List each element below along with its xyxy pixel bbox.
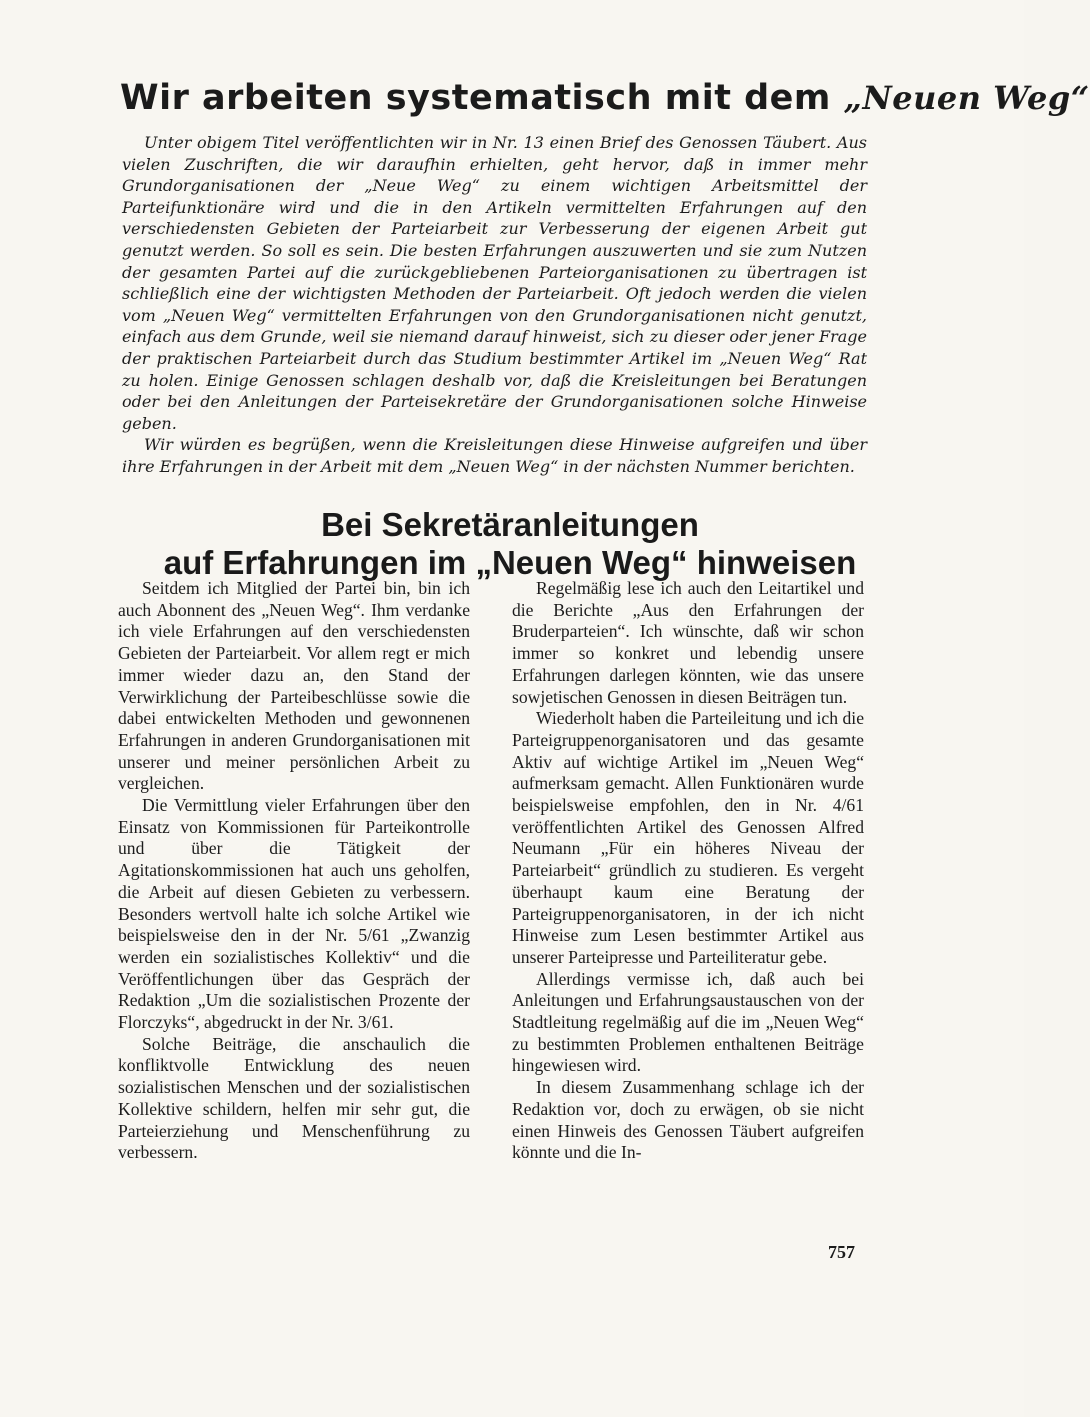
page-number: 757 — [828, 1242, 855, 1262]
article-paragraph: Regelmäßig lese ich auch den Leitartikel und die Berichte „Aus den Erfahrungen der Bruderparteien“. Ich wünschte, daß wir schon immer so konkret und lebendig unsere Erfahrungen darlegen könnten, wie das unsere sowjetischen Genossen in diesen Beiträgen tun. — [512, 578, 864, 707]
article-paragraph: Solche Beiträge, die anschaulich die konfliktvolle Entwicklung des neuen sozialistischen Menschen und der sozialistischen Kollektive schildern, helfen mir sehr gut, die Parteierziehung und Menschenführung zu verbessern. — [118, 1033, 470, 1163]
intro-paragraph: Unter obigem Titel veröffentlichten wir in Nr. 13 einen Brief des Genossen Täubert. Aus vielen Zuschriften, die wir daraufhin erhielten, geht hervor, daß in immer mehr Grundorganisationen der „Neue Weg“ zu einem wichtigen Arbeitsmittel der Parteifunktionäre wird und die in den Artikeln vermittelten Erfahrungen auf den verschiedensten Gebieten der Parteiarbeit zur Verbesserung der eigenen Arbeit gut genutzt werden. So soll es sein. Die besten Erfahrungen auszuwerten und sie zum Nutzen der gesamten Partei auf die zurückgebliebenen Parteiorganisationen zu übertragen ist schließlich eine der wichtigsten Methoden der Parteiarbeit. Oft jedoch werden die vielen vom „Neuen Weg“ vermittelten Erfahrungen von den Grundorganisationen nicht genutzt, einfach aus dem Grunde, weil sie niemand darauf hinweist, sich zu dieser oder jener Frage der praktischen Parteiarbeit durch das Studium bestimmter Artikel im „Neuen Weg“ Rat zu holen. Einige Genossen schlagen deshalb vor, daß die Kreisleitungen bei Beratungen oder bei den Anleitungen der Parteisekretäre der Grundorganisationen solche Hinweise geben. — [122, 133, 867, 433]
section-heading — [120, 78, 1090, 118]
article-column-left — [118, 578, 470, 1164]
article-title-line: auf Erfahrungen im „Neuen Weg“ hinweisen — [163, 544, 857, 581]
article-paragraph: Allerdings vermisse ich, daß auch bei Anleitungen und Erfahrungsaustauschen von der Stadtleitung regelmäßig auf die im „Neuen Weg“ zu bestimmten Problemen enthaltenen Beiträge hingewiesen wird. — [512, 968, 864, 1076]
article-paragraph: Seitdem ich Mitglied der Partei bin, bin ich auch Abonnent des „Neuen Weg“. Ihm verdanke ich viele Erfahrungen auf den verschiedensten Gebieten der Parteiarbeit. Vor allem regt er mich immer wieder dazu an, den Stand der Verwirklichung der Parteibeschlüsse sowie die dabei entwickelten Methoden und gewonnenen Erfahrungen in anderen Grundorganisationen mit unserer und meiner persönlichen Arbeit zu vergleichen. — [118, 578, 470, 794]
article-title — [120, 506, 900, 582]
intro-text — [122, 132, 867, 478]
article-title-line: Bei Sekretäranleitungen — [321, 506, 699, 543]
section-heading-text: Wir arbeiten systematisch mit dem — [120, 78, 831, 118]
article-column-right — [512, 578, 864, 1164]
article-paragraph: In diesem Zusammenhang schlage ich der Redaktion vor, doch zu erwägen, ob sie nicht einen Hinweis des Genossen Täubert aufgreifen könnte und die In- — [512, 1077, 864, 1163]
article-paragraph: Wiederholt haben die Parteileitung und ich die Parteigruppenorganisatoren und das gesamte Aktiv auf wichtige Artikel im „Neuen Weg“ aufmerksam gemacht. Allen Funktionären wurde beispielsweise empfohlen, den in Nr. 4/61 veröffentlichten Artikel des Genossen Alfred Neumann „Für ein höheres Niveau der Parteiarbeit“ gründlich zu studieren. Es vergeht überhaupt kaum eine Beratung der Parteigruppenorganisatoren, in der ich nicht Hinweise zum Lesen bestimmter Artikel aus unserer Parteipresse und Parteiliteratur gebe. — [512, 708, 864, 967]
article-paragraph: Die Vermittlung vieler Erfahrungen über den Einsatz von Kommissionen für Parteikontrolle und über die Tätigkeit der Agitationskommissionen hat auch uns geholfen, die Arbeit auf diesen Gebieten zu verbessern. Besonders wertvoll halte ich solche Artikel wie beispielsweise den in der Nr. 5/61 „Zwanzig werden ein sozialistisches Kollektiv“ und die Veröffentlichungen über das Gespräch der Redaktion „Um die sozialistischen Prozente der Florczyks“, abgedruckt in der Nr. 3/61. — [118, 795, 470, 1033]
section-heading-script: „Neuen Weg“ — [843, 79, 1090, 117]
intro-paragraph: Wir würden es begrüßen, wenn die Kreisleitungen diese Hinweise aufgreifen und über ihre Erfahrungen in der Arbeit mit dem „Neuen Weg“ in der nächsten Nummer berichten. — [122, 435, 867, 476]
